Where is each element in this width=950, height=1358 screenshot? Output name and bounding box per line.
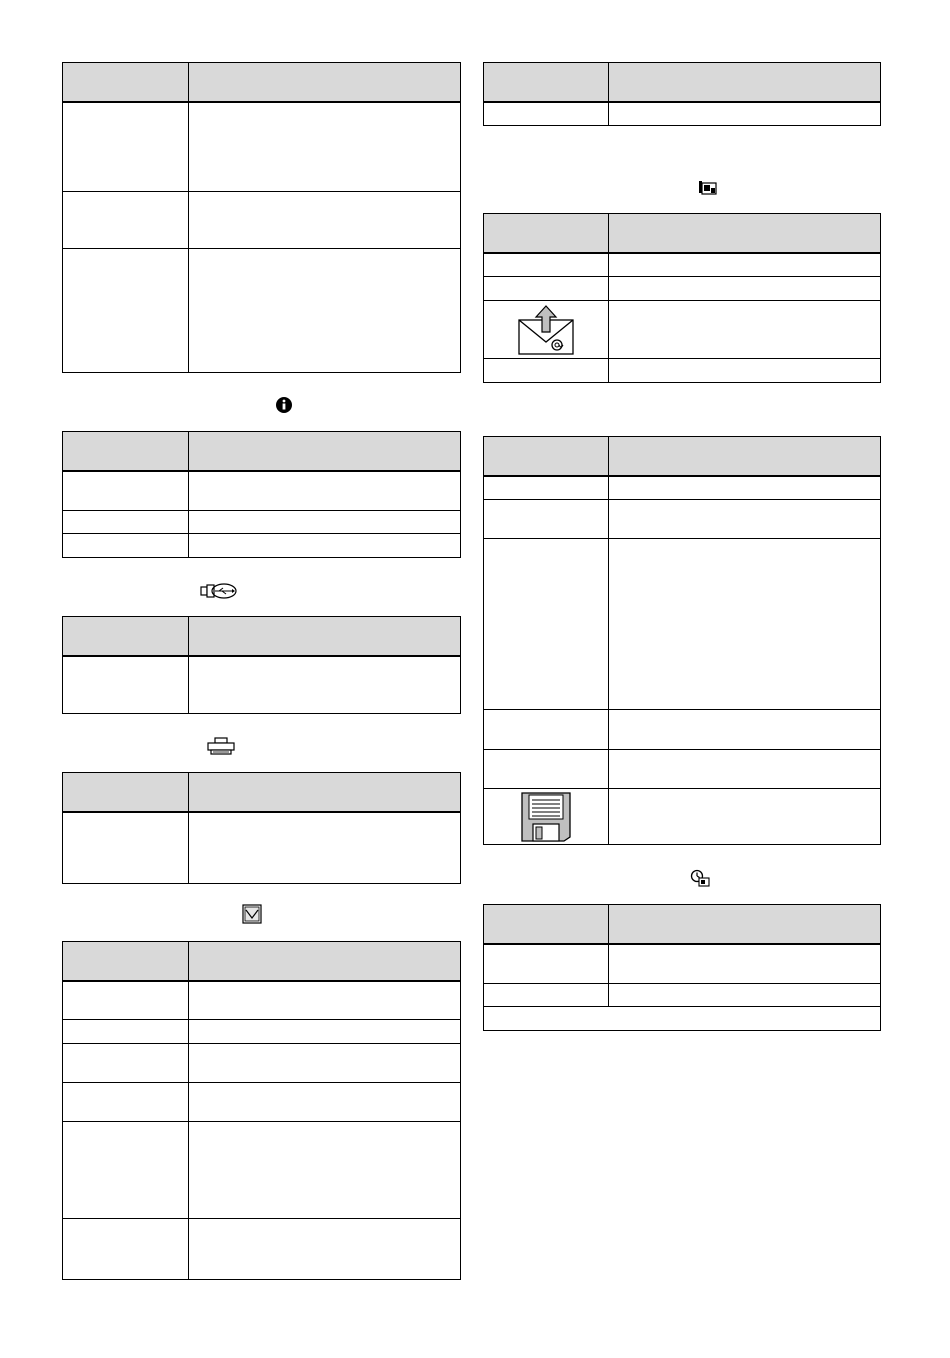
table-row xyxy=(484,944,881,984)
header-cell xyxy=(63,63,189,102)
header-cell xyxy=(189,942,461,981)
header-cell xyxy=(484,214,609,253)
header-cell xyxy=(609,63,881,102)
table-row xyxy=(63,1219,461,1280)
header-cell xyxy=(609,905,881,944)
table-row xyxy=(63,1083,461,1122)
info-table xyxy=(62,431,461,558)
table-row xyxy=(484,539,881,710)
table-row xyxy=(484,500,881,539)
info-circle-icon xyxy=(275,396,293,414)
header-cell xyxy=(63,773,189,812)
table-row xyxy=(484,1007,881,1031)
timer-table xyxy=(483,904,881,1031)
settings-table-1 xyxy=(62,62,461,373)
usb-memory-icon xyxy=(200,582,238,600)
table-row xyxy=(63,249,461,373)
favorite-heart-icon xyxy=(242,904,262,924)
table-row xyxy=(484,710,881,750)
save-settings-table xyxy=(483,436,881,845)
favorite-table xyxy=(62,941,461,1280)
table-row xyxy=(63,471,461,511)
header-cell xyxy=(189,773,461,812)
header-cell xyxy=(609,214,881,253)
header-cell xyxy=(63,617,189,656)
header-cell xyxy=(609,437,881,476)
table-row xyxy=(63,656,461,714)
floppy-disk-icon xyxy=(520,791,572,843)
table-row xyxy=(484,102,881,126)
table-row xyxy=(63,1044,461,1083)
table-row xyxy=(484,984,881,1007)
table-row xyxy=(63,1122,461,1219)
header-cell xyxy=(189,432,461,471)
table-row xyxy=(63,534,461,558)
header-cell xyxy=(484,63,609,102)
table-row xyxy=(63,812,461,884)
table-row xyxy=(63,981,461,1020)
table-row xyxy=(484,277,881,301)
header-cell xyxy=(63,432,189,471)
table-row xyxy=(63,102,461,192)
network-scanner-icon xyxy=(698,180,718,196)
email-send-icon xyxy=(516,304,576,356)
table-row xyxy=(484,476,881,500)
header-cell xyxy=(484,437,609,476)
timer-clock-icon xyxy=(690,869,710,887)
header-cell xyxy=(484,905,609,944)
header-cell xyxy=(189,617,461,656)
table-row xyxy=(63,511,461,534)
header-cell xyxy=(63,942,189,981)
header-cell xyxy=(189,63,461,102)
table-row xyxy=(63,192,461,249)
scan-email-table xyxy=(483,213,881,383)
table-row xyxy=(63,1020,461,1044)
table-row xyxy=(484,750,881,789)
print-table xyxy=(62,772,461,884)
printer-icon xyxy=(204,736,238,756)
table-row xyxy=(484,789,881,845)
settings-table-2 xyxy=(483,62,881,126)
usb-table xyxy=(62,616,461,714)
table-row xyxy=(484,301,881,359)
table-row xyxy=(484,253,881,277)
table-row xyxy=(484,359,881,383)
